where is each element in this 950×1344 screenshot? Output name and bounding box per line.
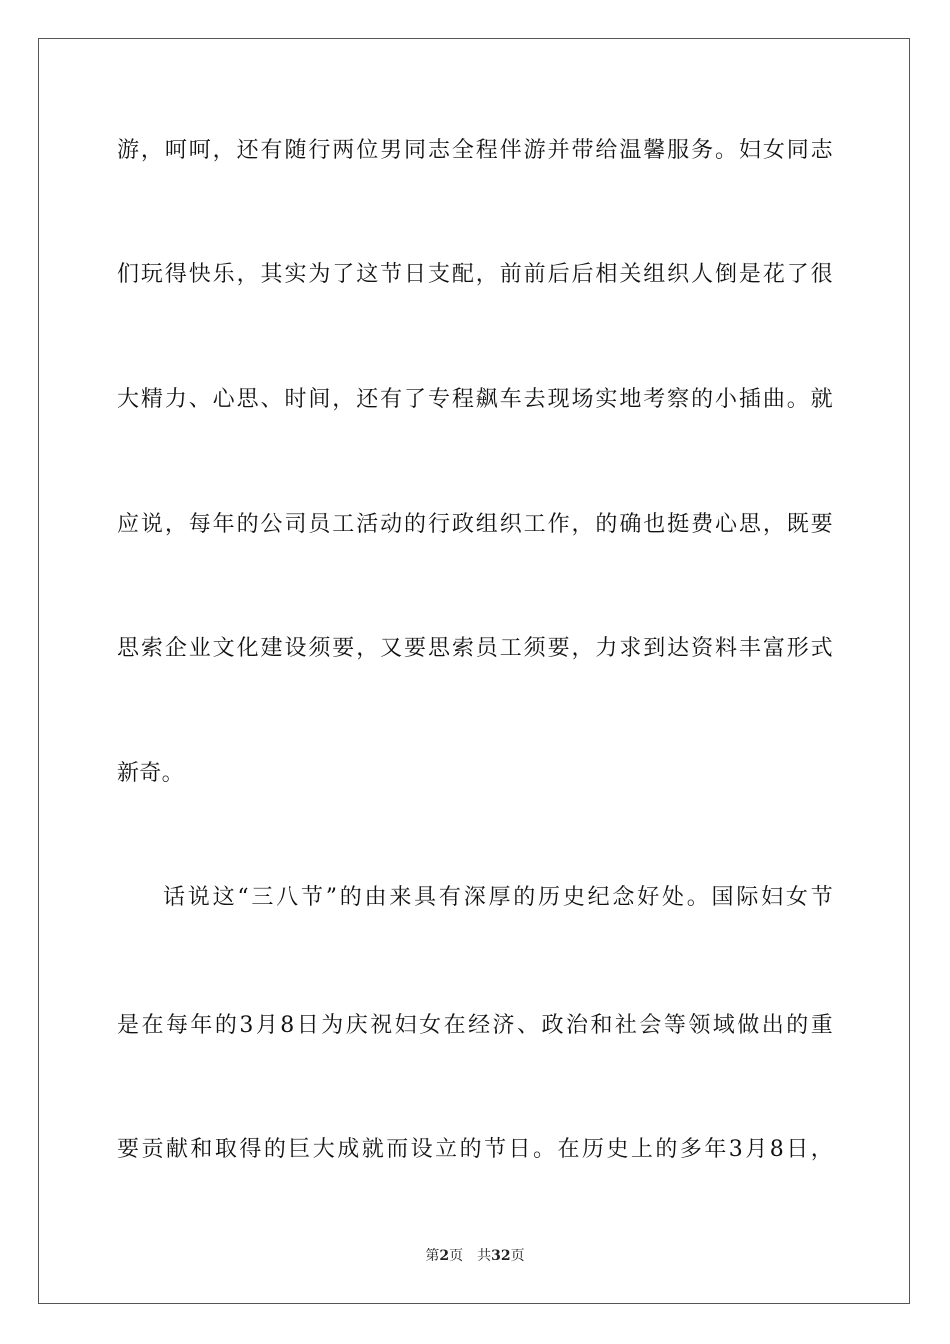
page-border: [38, 38, 910, 1304]
paragraph-first-line: 话说这“三八节”的由来具有深厚的历史纪念好处。国际妇女节: [163, 885, 833, 910]
text-line: 游，呵呵，还有随行两位男同志全程伴游并带给温馨服务。妇女同志: [117, 138, 833, 163]
total-pages-indicator: 共32页: [477, 1248, 525, 1264]
text-line: 们玩得快乐，其实为了这节日支配，前前后后相关组织人倒是花了很: [117, 262, 833, 287]
total-page-count: 32: [491, 1248, 511, 1264]
text-line: 思索企业文化建设须要，又要思索员工须要，力求到达资料丰富形式: [117, 636, 833, 661]
page-footer: [0, 1246, 950, 1266]
text-line: 应说，每年的公司员工活动的行政组织工作，的确也挺费心思，既要: [117, 512, 833, 537]
text-line: 要贡献和取得的巨大成就而设立的节日。在历史上的多年3月8日，: [117, 1137, 833, 1162]
current-page-number: 2: [439, 1248, 450, 1264]
page-indicator: 第2页: [425, 1248, 464, 1264]
text-line: 大精力、心思、时间，还有了专程飙车去现场实地考察的小插曲。就: [117, 387, 833, 412]
text-line: 是在每年的3月8日为庆祝妇女在经济、政治和社会等领域做出的重: [117, 1013, 833, 1038]
text-line: 新奇。: [117, 761, 184, 786]
